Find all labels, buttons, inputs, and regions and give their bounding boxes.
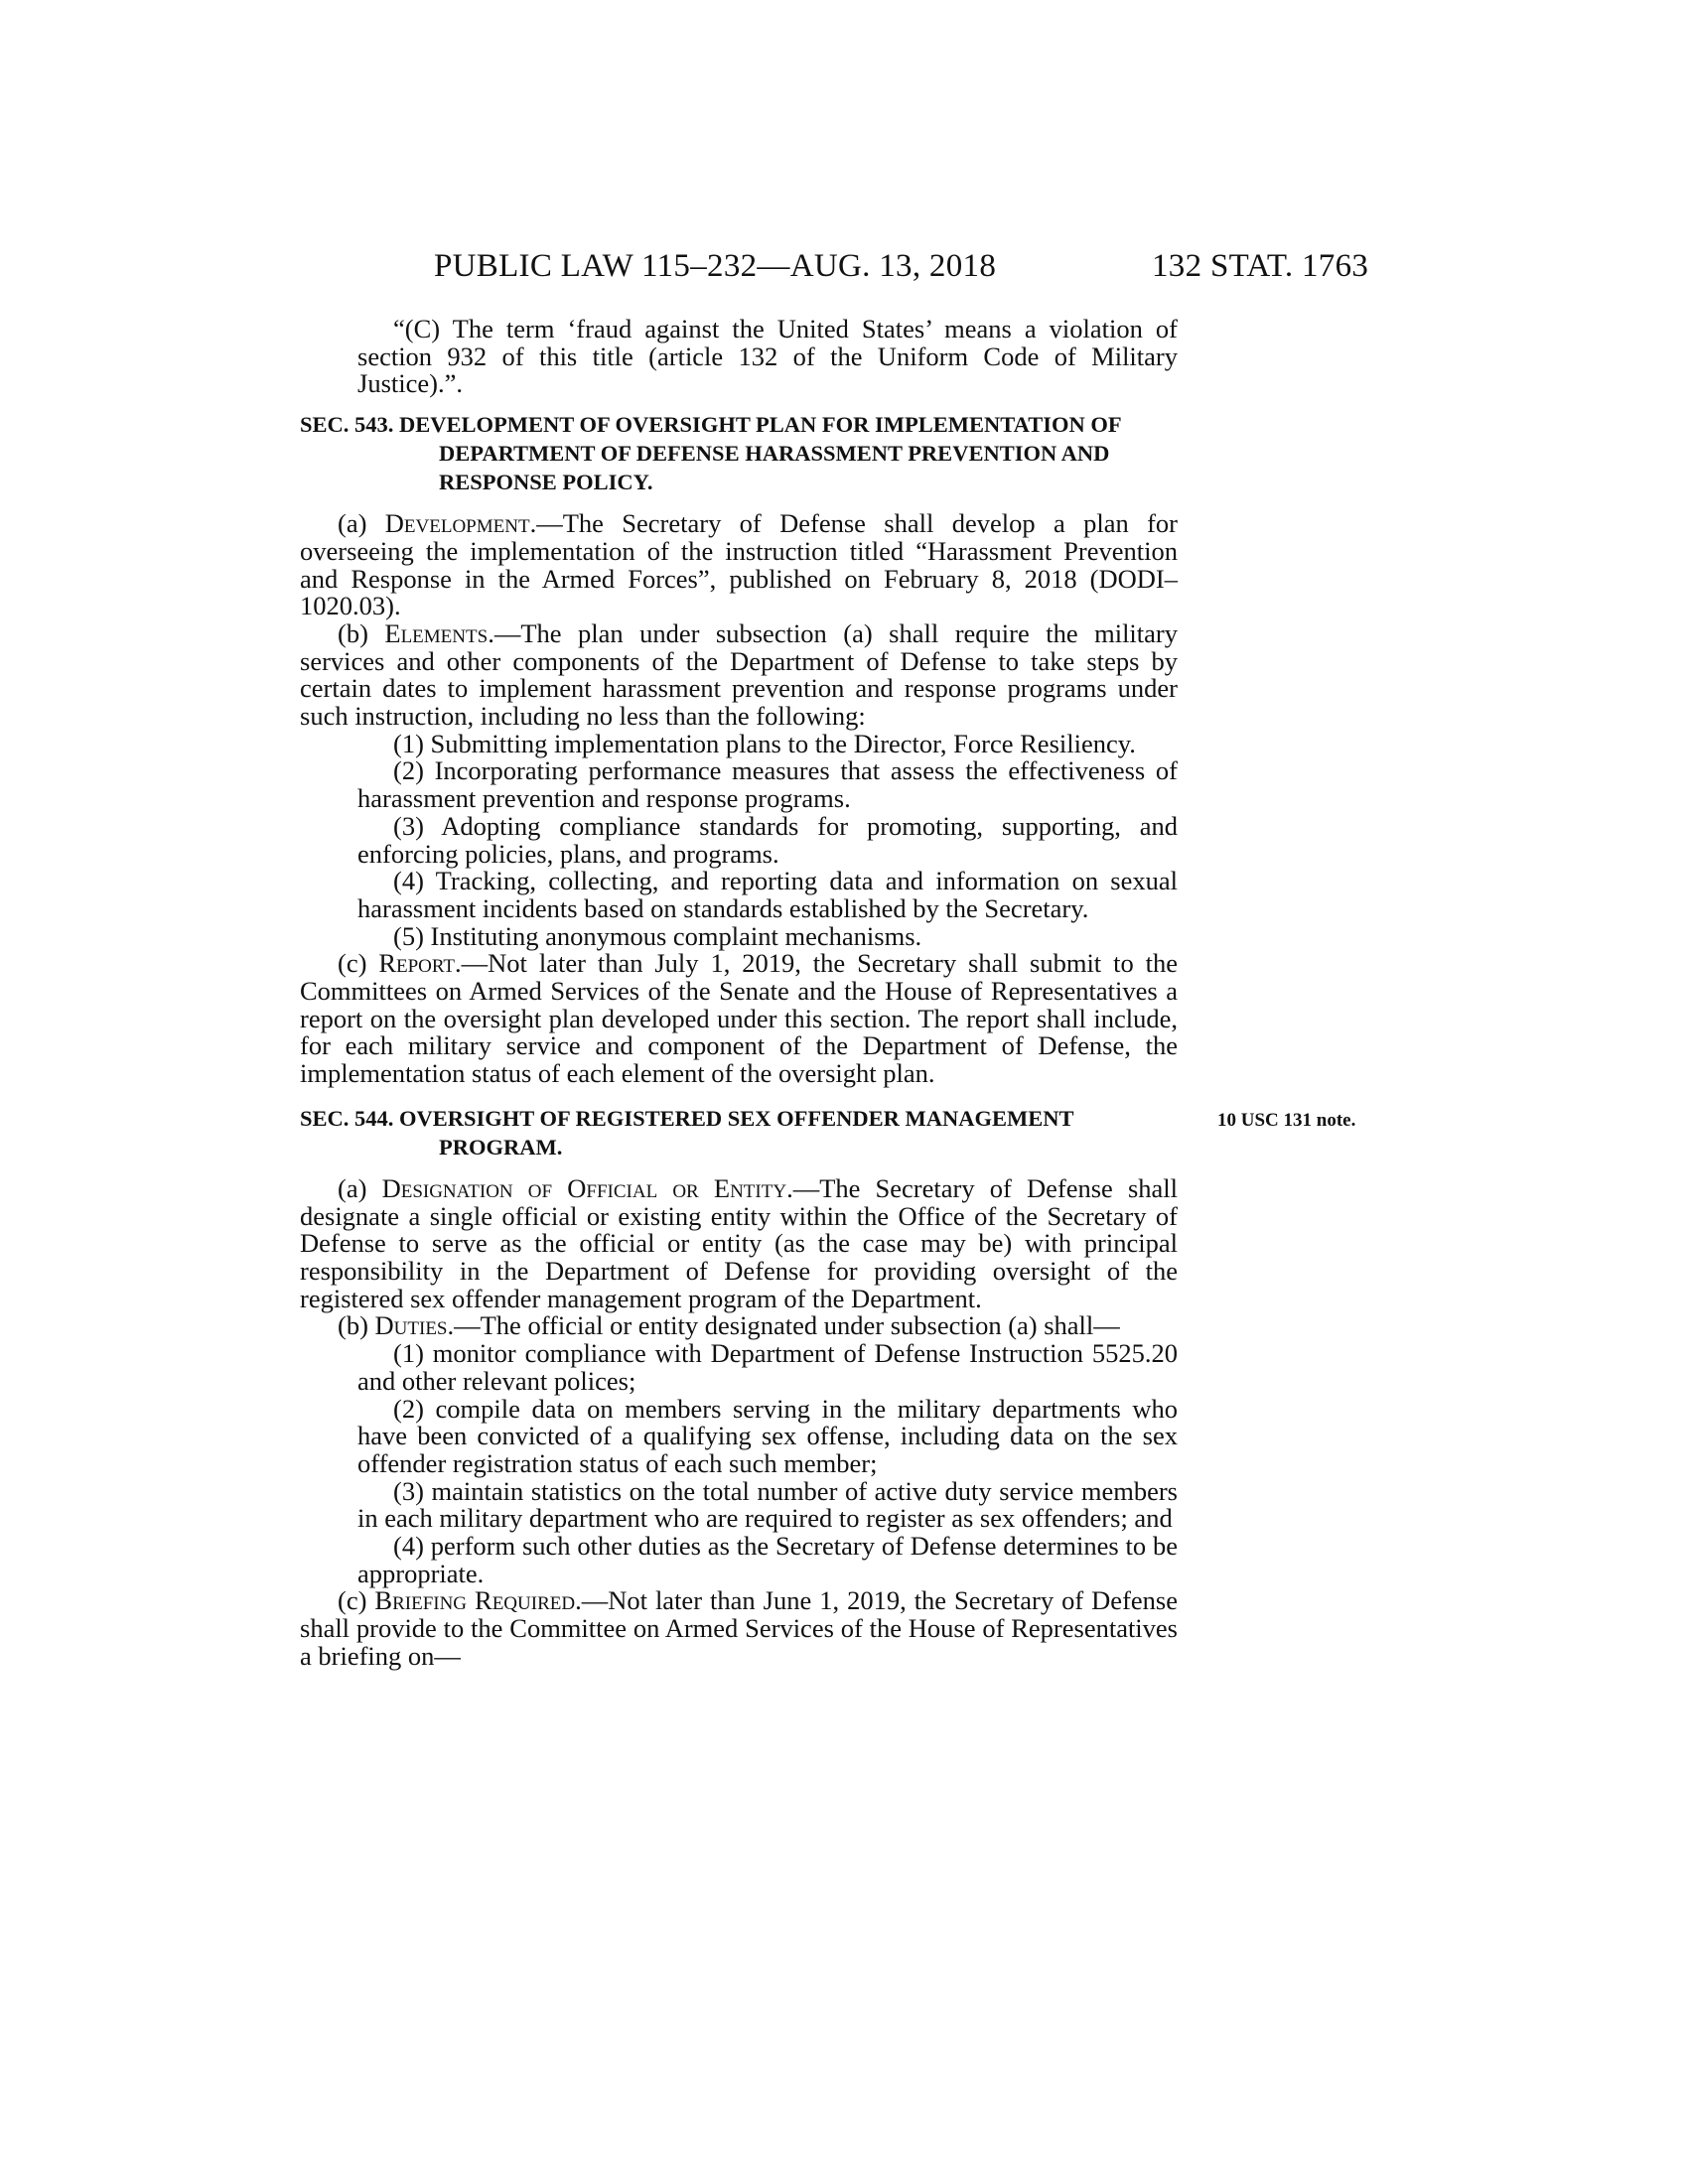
list-item: (4) Tracking, collecting, and reporting data and information on sexual harassment incidents based on standards established by the Secretary.: [357, 866, 1178, 923]
list-item: (2) compile data on members serving in the military departments who have been convicted of a qualifying sex offense, including data on the sex offender registration status of each such member;: [357, 1393, 1178, 1478]
caption-briefing-required: Briefing Required: [374, 1585, 576, 1616]
caption-elements: Elements: [384, 617, 489, 648]
quoted-paragraph-c: “(C) The term ‘fraud against the United States’ means a violation of section 932 of this title (article 132 of the Uniform Code of Military Justice).”.: [357, 314, 1178, 399]
section-544-title: SEC. 544. OVERSIGHT OF REGISTERED SEX OFFENDER MANAGEMENT PROGRAM.: [300, 1105, 1074, 1160]
section-543-subsection-b: (b) Elements.—The plan under subsection (a) shall require the military services and other components of the Department of Defense to take steps by certain dates to implement harassment prevention and response programs under such instruction, including no less than the following:: [300, 617, 1178, 732]
running-head: PUBLIC LAW 115–232—AUG. 13, 2018: [434, 248, 997, 284]
section-544-subsection-a: (a) Designation of Official or Entity.—The Secretary of Defense shall designate a single official or existing entity within the Office of the Secretary of Defense to serve as the official or entity (as the case may be) with principal responsibility in the Department of Defense for providing oversight of the registered sex offender management program of the Department.: [300, 1172, 1178, 1313]
list-item: (3) Adopting compliance standards for promoting, supporting, and enforcing policies, plans, and programs.: [357, 810, 1178, 869]
section-544-heading: [300, 1104, 1356, 1161]
list-item: (1) Submitting implementation plans to the Director, Force Resiliency.: [393, 728, 1136, 758]
margin-note: 10 USC 131 note.: [1217, 1109, 1356, 1131]
list-item: (4) perform such other duties as the Secretary of Defense determines to be appropriate.: [357, 1531, 1178, 1588]
caption-development: Development: [384, 508, 530, 539]
section-543-heading: [300, 410, 1178, 496]
document-body: [300, 314, 1356, 1671]
list-item: (1) monitor compliance with Department of Defense Instruction 5525.20 and other relevant polices;: [357, 1338, 1178, 1396]
list-item: (5) Instituting anonymous complaint mechanisms.: [393, 920, 922, 951]
section-543-subsection-a: (a) Development.—The Secretary of Defense shall develop a plan for overseeing the implementation of the instruction titled “Harassment Prevention and Response in the Armed Forces”, published on February 8, 2018 (DODI–1020.03).: [300, 508, 1178, 621]
section-544-subsection-c: (c) Briefing Required.—Not later than June 1, 2019, the Secretary of Defense shall provide to the Committee on Armed Services of the House of Representatives a briefing on—: [300, 1585, 1178, 1671]
caption-designation: Designation of Official or Entity: [381, 1172, 787, 1203]
caption-report: Report: [378, 948, 456, 979]
list-item: (3) maintain statistics on the total number of active duty service members in each military department who are required to register as sex offenders; and: [357, 1475, 1178, 1534]
page-header: [0, 248, 1688, 288]
section-544-subsection-b: (b) Duties.—The official or entity designated under subsection (a) shall—: [338, 1310, 1120, 1341]
section-543-subsection-c: (c) Report.—Not later than July 1, 2019, the Secretary shall submit to the Committees on Armed Services of the Senate and the House of Representatives a report on the oversight plan developed under this section. The report shall include, for each military service and component of the Department of Defense, the implementation status of each element of the oversight plan.: [300, 948, 1178, 1089]
page-number: 132 STAT. 1763: [1152, 248, 1369, 284]
list-item: (2) Incorporating performance measures that assess the effectiveness of harassment prevention and response programs.: [357, 755, 1178, 814]
section-543-title: SEC. 543. DEVELOPMENT OF OVERSIGHT PLAN FOR IMPLEMENTATION OF DEPARTMENT OF DEFENSE HARASSMENT PREVENTION AND RESPONSE POLICY.: [300, 412, 1121, 495]
caption-duties: Duties: [374, 1310, 448, 1341]
